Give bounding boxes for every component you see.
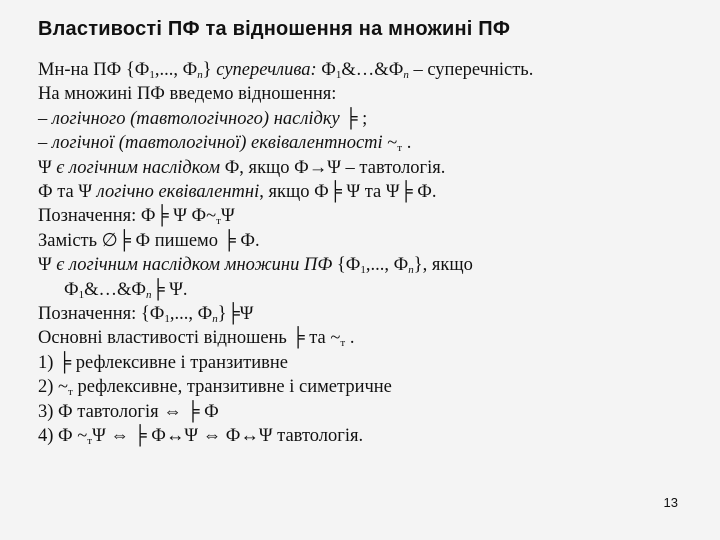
line-main-properties: Основні властивості відношень ╞ та $\sim_т$ .	[38, 328, 355, 350]
line-contradictory-set: Мн-на ПФ {$Ф_1$,..., $Ф_n$} суперечлива: $Ф_1\&\dots\&Ф_n$ – суперечність.	[38, 60, 534, 81]
line-consequence-definition: Ψ є логічним наслідком Ф, якщо Ф→Ψ – тавтологія.	[38, 157, 446, 178]
line-equivalence-definition: Ф та Ψ логічно еквівалентні, якщо Ф╞ Ψ та Ψ╞ Ф.	[38, 182, 437, 203]
slide-body	[38, 58, 688, 449]
line-notation: Позначення: Ф╞ Ψ $Ф\sim_т\Psi$	[38, 206, 235, 228]
list-item-1: 1) ╞ рефлексивне і транзитивне	[38, 352, 289, 373]
line-set-notation: Позначення: {$Ф_1$,..., $Ф_n\}╞\Psi$	[38, 304, 254, 326]
line-set-consequence: Ψ є логічним наслідком множини ПФ {$Ф_1$,..., $Ф_n$}, якщо	[38, 255, 473, 277]
list-item-2: 2) $\sim_т$ рефлексивне, транзитивне і симетричне	[38, 377, 392, 399]
list-item-4: 4) Ф $\sim_т\Psi$ ⇔ ╞ Ф↔Ψ ⇔ Ф↔Ψ тавтологія.	[38, 426, 364, 448]
line-logical-consequence: – логічного (тавтологічного) наслідку ╞ ;	[38, 108, 368, 129]
line-logical-equivalence: – логічної (тавтологічної) еквівалентності $\sim_т$ .	[38, 133, 412, 155]
line-relations-intro: На множині ПФ введемо відношення:	[38, 84, 337, 105]
page-number: 13	[663, 495, 678, 510]
line-empty-set-notation: Замість ∅╞ Ф пишемо ╞ Ф.	[38, 230, 260, 251]
list-item-3: 3) Ф тавтологія ⇔ ╞ Ф	[38, 401, 219, 422]
slide-title: Властивості ПФ та відношення на множині ПФ	[38, 18, 511, 40]
line-set-consequence-cont: $Ф_1\&\dots\&Ф_n╞$ Ψ.	[64, 279, 188, 301]
